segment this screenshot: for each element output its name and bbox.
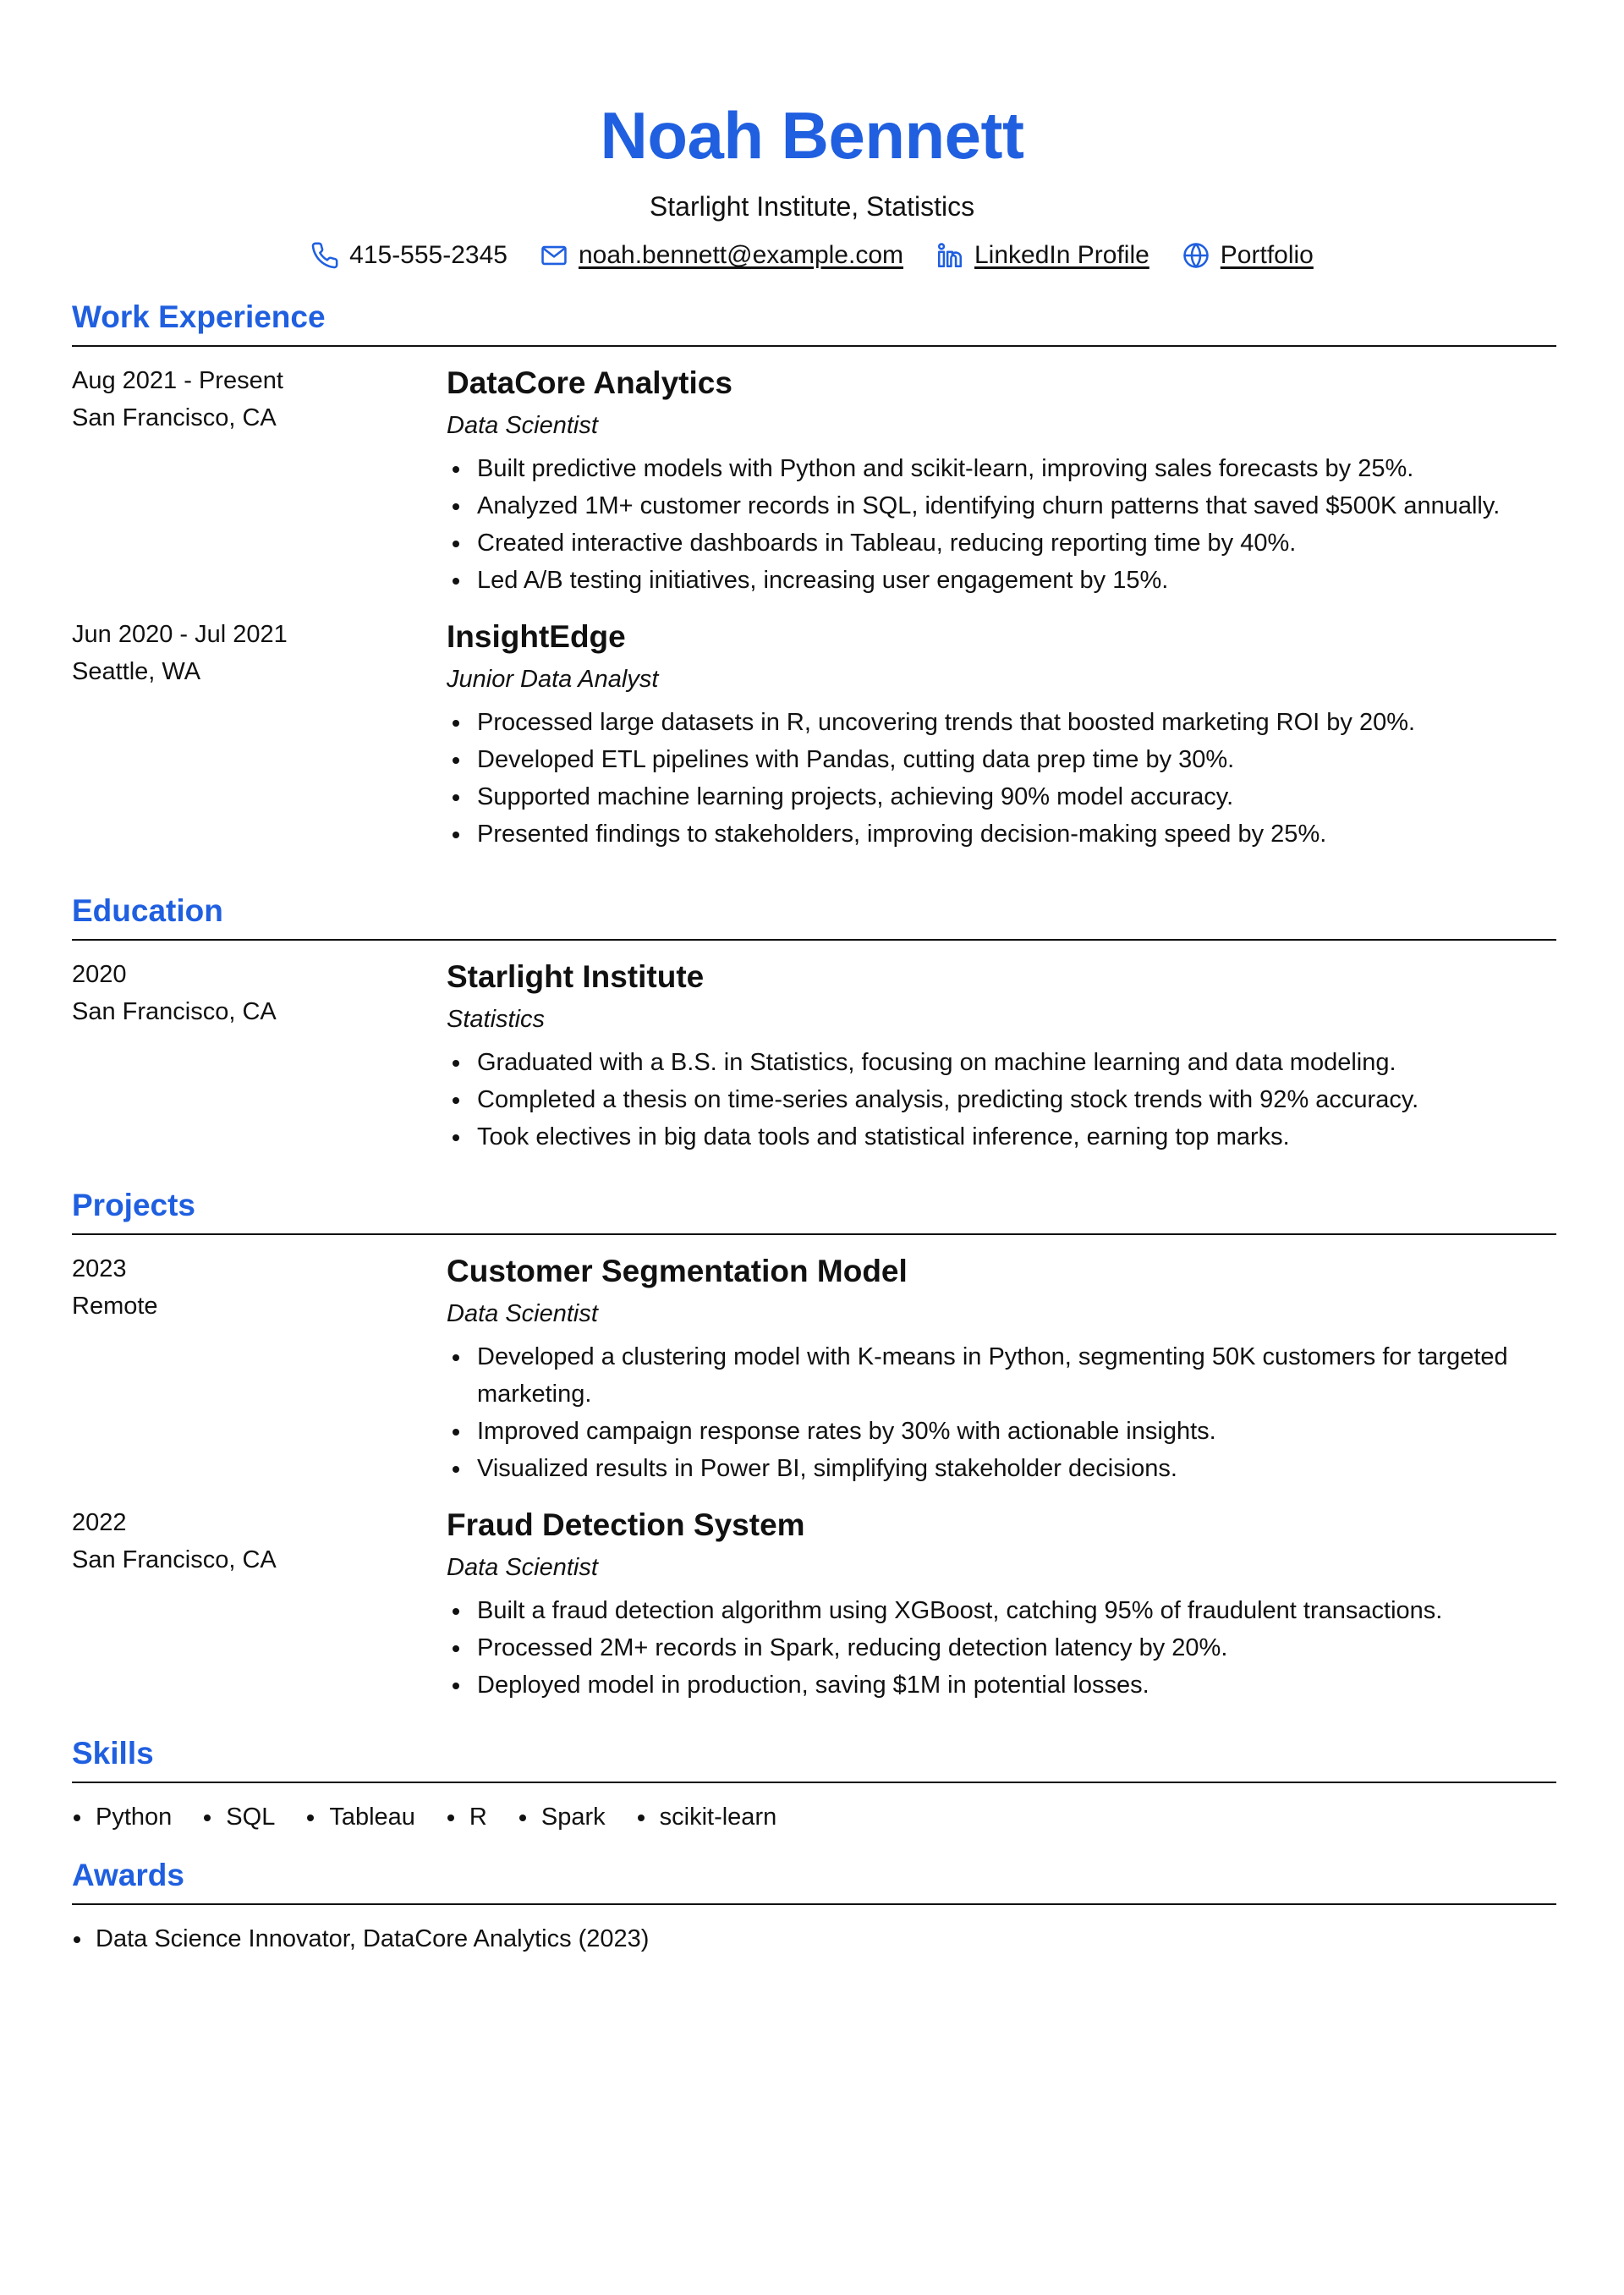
globe-icon	[1182, 241, 1210, 270]
section-title: Skills	[72, 1736, 154, 1771]
section-title: Education	[72, 893, 223, 928]
entry-organization: Starlight Institute	[447, 959, 705, 994]
bullet-item: Built a fraud detection algorithm using XGBoost, catching 95% of fraudulent transactions.	[447, 1592, 1556, 1629]
linkedin-link[interactable]: LinkedIn Profile	[974, 241, 1149, 269]
entry-role: Junior Data Analyst	[447, 666, 659, 693]
mail-icon	[540, 241, 568, 270]
entry-dates: Aug 2021 - Present	[72, 367, 283, 394]
entry-organization: Customer Segmentation Model	[447, 1254, 908, 1288]
entry-location: San Francisco, CA	[72, 404, 277, 431]
entry-location: San Francisco, CA	[72, 1546, 277, 1573]
resume-header	[0, 93, 1624, 272]
portfolio-link[interactable]: Portfolio	[1220, 241, 1314, 269]
entry-meta	[72, 616, 427, 690]
section-title: Awards	[72, 1858, 184, 1892]
skill-item: Spark	[518, 1798, 606, 1836]
entry-bullets	[447, 1044, 1556, 1156]
skill-item: Python	[72, 1798, 172, 1836]
linkedin-icon	[935, 241, 964, 270]
bullet-item: Created interactive dashboards in Tableau, reducing reporting time by 40%.	[447, 524, 1556, 562]
contact-bar	[0, 239, 1624, 272]
entry-location: Remote	[72, 1293, 158, 1320]
section-title: Work Experience	[72, 299, 326, 334]
email-link[interactable]: noah.bennett@example.com	[578, 241, 903, 269]
section-divider	[72, 939, 1556, 941]
entry-role: Data Scientist	[447, 1300, 598, 1327]
entry-body	[447, 956, 1556, 1156]
skill-item: SQL	[202, 1798, 275, 1836]
entry-role: Data Scientist	[447, 412, 598, 439]
section-divider	[72, 345, 1556, 347]
entry-meta	[72, 1250, 427, 1325]
entry-dates: 2020	[72, 961, 127, 988]
skills-list	[72, 1798, 1556, 1836]
entry-bullets	[447, 1338, 1556, 1487]
entry-body	[447, 1504, 1556, 1704]
work-entry	[72, 616, 1556, 853]
entry-organization: InsightEdge	[447, 619, 626, 654]
entry-dates: Jun 2020 - Jul 2021	[72, 621, 288, 648]
contact-linkedin[interactable]	[935, 239, 1149, 272]
bullet-item: Visualized results in Power BI, simplifying stakeholder decisions.	[447, 1450, 1556, 1487]
entry-bullets	[447, 704, 1556, 853]
entry-meta	[72, 956, 427, 1030]
skill-item: scikit-learn	[636, 1798, 777, 1836]
contact-phone[interactable]	[310, 239, 508, 272]
project-entry	[72, 1504, 1556, 1704]
award-item: Data Science Innovator, DataCore Analytics (2023)	[72, 1920, 1556, 1957]
bullet-item: Built predictive models with Python and scikit-learn, improving sales forecasts by 25%.	[447, 450, 1556, 487]
bullet-item: Processed large datasets in R, uncovering trends that boosted marketing ROI by 20%.	[447, 704, 1556, 741]
candidate-subtitle: Starlight Institute, Statistics	[649, 191, 975, 222]
bullet-item: Developed a clustering model with K-means in Python, segmenting 50K customers for targeted marketing.	[447, 1338, 1556, 1413]
section-education	[72, 890, 1556, 1156]
section-work-experience	[72, 296, 1556, 853]
candidate-name: Noah Bennett	[600, 98, 1024, 173]
entry-bullets	[447, 1592, 1556, 1704]
education-entry	[72, 956, 1556, 1156]
entry-organization: Fraud Detection System	[447, 1507, 805, 1542]
section-divider	[72, 1903, 1556, 1905]
entry-bullets	[447, 450, 1556, 599]
entry-body	[447, 362, 1556, 599]
section-projects	[72, 1184, 1556, 1704]
bullet-item: Analyzed 1M+ customer records in SQL, identifying churn patterns that saved $500K annually.	[447, 487, 1556, 524]
entry-organization: DataCore Analytics	[447, 365, 732, 400]
section-divider	[72, 1782, 1556, 1783]
entry-dates: 2022	[72, 1509, 127, 1536]
entry-location: Seattle, WA	[72, 658, 201, 685]
entry-role: Statistics	[447, 1006, 546, 1033]
entry-meta	[72, 1504, 427, 1578]
bullet-item: Completed a thesis on time-series analysis, predicting stock trends with 92% accuracy.	[447, 1081, 1556, 1118]
section-awards	[72, 1854, 1556, 1957]
bullet-item: Deployed model in production, saving $1M in potential losses.	[447, 1666, 1556, 1704]
entry-location: San Francisco, CA	[72, 998, 277, 1025]
section-title: Projects	[72, 1188, 196, 1222]
bullet-item: Processed 2M+ records in Spark, reducing detection latency by 20%.	[447, 1629, 1556, 1666]
entry-dates: 2023	[72, 1255, 127, 1282]
contact-email[interactable]	[540, 239, 903, 272]
bullet-item: Supported machine learning projects, achieving 90% model accuracy.	[447, 778, 1556, 815]
bullet-item: Led A/B testing initiatives, increasing user engagement by 15%.	[447, 562, 1556, 599]
bullet-item: Presented findings to stakeholders, improving decision-making speed by 25%.	[447, 815, 1556, 853]
bullet-item: Developed ETL pipelines with Pandas, cutting data prep time by 30%.	[447, 741, 1556, 778]
section-divider	[72, 1233, 1556, 1235]
work-entry	[72, 362, 1556, 599]
bullet-item: Improved campaign response rates by 30% with actionable insights.	[447, 1413, 1556, 1450]
section-skills	[72, 1732, 1556, 1836]
skill-item: R	[446, 1798, 487, 1836]
skill-item: Tableau	[305, 1798, 415, 1836]
entry-body	[447, 1250, 1556, 1487]
contact-portfolio[interactable]	[1182, 239, 1314, 272]
entry-meta	[72, 362, 427, 436]
bullet-item: Graduated with a B.S. in Statistics, focusing on machine learning and data modeling.	[447, 1044, 1556, 1081]
phone-icon	[310, 241, 339, 270]
phone-text: 415-555-2345	[349, 241, 508, 269]
bullet-item: Took electives in big data tools and statistical inference, earning top marks.	[447, 1118, 1556, 1156]
project-entry	[72, 1250, 1556, 1487]
entry-body	[447, 616, 1556, 853]
entry-role: Data Scientist	[447, 1554, 598, 1581]
